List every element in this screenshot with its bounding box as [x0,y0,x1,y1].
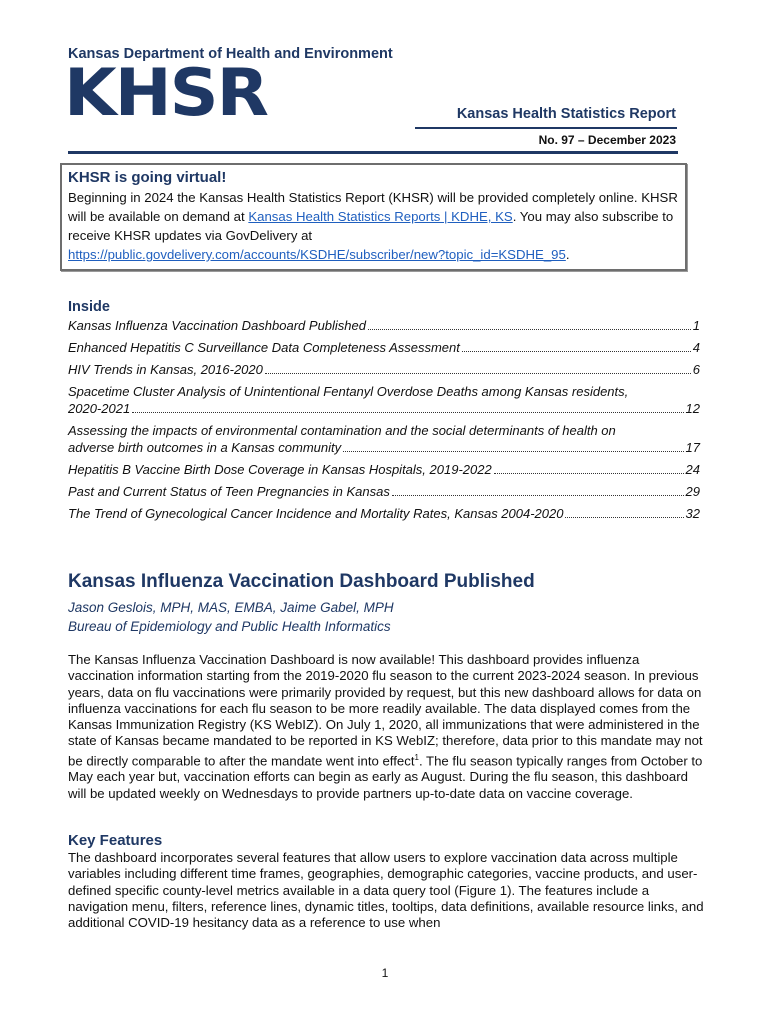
toc-item[interactable]: The Trend of Gynecological Cancer Incidence and Mortality Rates, Kansas 2004-2020 32 [68,506,700,521]
toc-item[interactable]: Assessing the impacts of environmental contamination and the social determinants of health on adverse birth outcomes in a Kansas community 17 [68,423,700,455]
khsr-reports-link[interactable]: Kansas Health Statistics Reports | KDHE, KS [248,209,513,224]
report-title: Kansas Health Statistics Report [456,106,676,122]
header-rule [415,127,677,129]
govdelivery-link[interactable]: https://public.govdelivery.com/accounts/KSDHE/subscriber/new?topic_id=KSDHE_95 [68,247,566,262]
toc-item[interactable]: Hepatitis B Vaccine Birth Dose Coverage in Kansas Hospitals, 2019-2022 24 [68,462,700,477]
toc-item[interactable]: Enhanced Hepatitis C Surveillance Data Completeness Assessment 4 [68,340,700,355]
khsr-logo: KHSR [64,56,267,132]
table-of-contents [68,317,700,527]
article-affiliation: Bureau of Epidemiology and Public Health Informatics [68,619,391,634]
article-byline [68,598,394,636]
notice-text: Beginning in 2024 the Kansas Health Statistics Report (KHSR) will be provided completely online. KHSR will be available on demand at Kansas Health Statistics Reports | KDHE, KS. You may also subscribe to receive KHSR updates via GovDelivery at https://public.govdelivery.com/accounts/KSDHE/subscriber/new?topic_id=KSDHE_95. [68,190,678,262]
issue-number: No. 97 – December 2023 [538,133,676,147]
article-title: Kansas Influenza Vaccination Dashboard Published [68,571,535,592]
notice-title: KHSR is going virtual! [68,169,227,186]
toc-item[interactable]: Spacetime Cluster Analysis of Unintentional Fentanyl Overdose Deaths among Kansas residents, 2020-2021 12 [68,384,700,416]
header-divider [68,151,678,154]
article-authors: Jason Geslois, MPH, MAS, EMBA, Jaime Gabel, MPH [68,600,394,615]
footnote-ref[interactable]: 1 [414,752,419,762]
toc-item[interactable]: HIV Trends in Kansas, 2016-2020 6 [68,362,700,377]
article-paragraph: The Kansas Influenza Vaccination Dashboard is now available! This dashboard provides influenza vaccination information starting from the 2019-2020 flu season to the current 2023-2024 season. In previous years, data on flu vaccinations were primarily provided by request, but this new dashboard allows for data on influenza vaccinations for each flu season to be more readily available. The data displayed comes from the Kansas Immunization Registry (KS WebIZ). On July 1, 2020, all immunizations that were administered in the state of Kansas became mandated to be reported in KS WebIZ; therefore, data prior to this mandate may not be directly comparable to after the mandate went into effect$^1$. The flu season typically ranges from October to May each year but, vaccination efforts can begin as early as August. During the flu season, this dashboard will be updated weekly on Wednesdays to provide partners up-to-date data on vaccine coverage. [68,652,703,801]
inside-heading: Inside [68,299,110,315]
notice-box [60,163,687,271]
article-paragraph: The dashboard incorporates several features that allow users to explore vaccination data across multiple variables including different time frames, geographies, demographic categories, vaccine products, and user-defined specific county-level metrics available in a data query tool (Figure 1). The features include a navigation menu, filters, reference lines, dynamic titles, tooltips, data definitions, available resource links, and additional COVID-19 hesitancy data as a reference to use when [68,850,704,931]
department-name: Kansas Department of Health and Environment [68,46,393,62]
toc-item[interactable]: Past and Current Status of Teen Pregnancies in Kansas 29 [68,484,700,499]
toc-item[interactable]: Kansas Influenza Vaccination Dashboard Published 1 [68,318,700,333]
key-features-heading: Key Features [68,832,163,849]
page-number: 1 [381,966,389,980]
